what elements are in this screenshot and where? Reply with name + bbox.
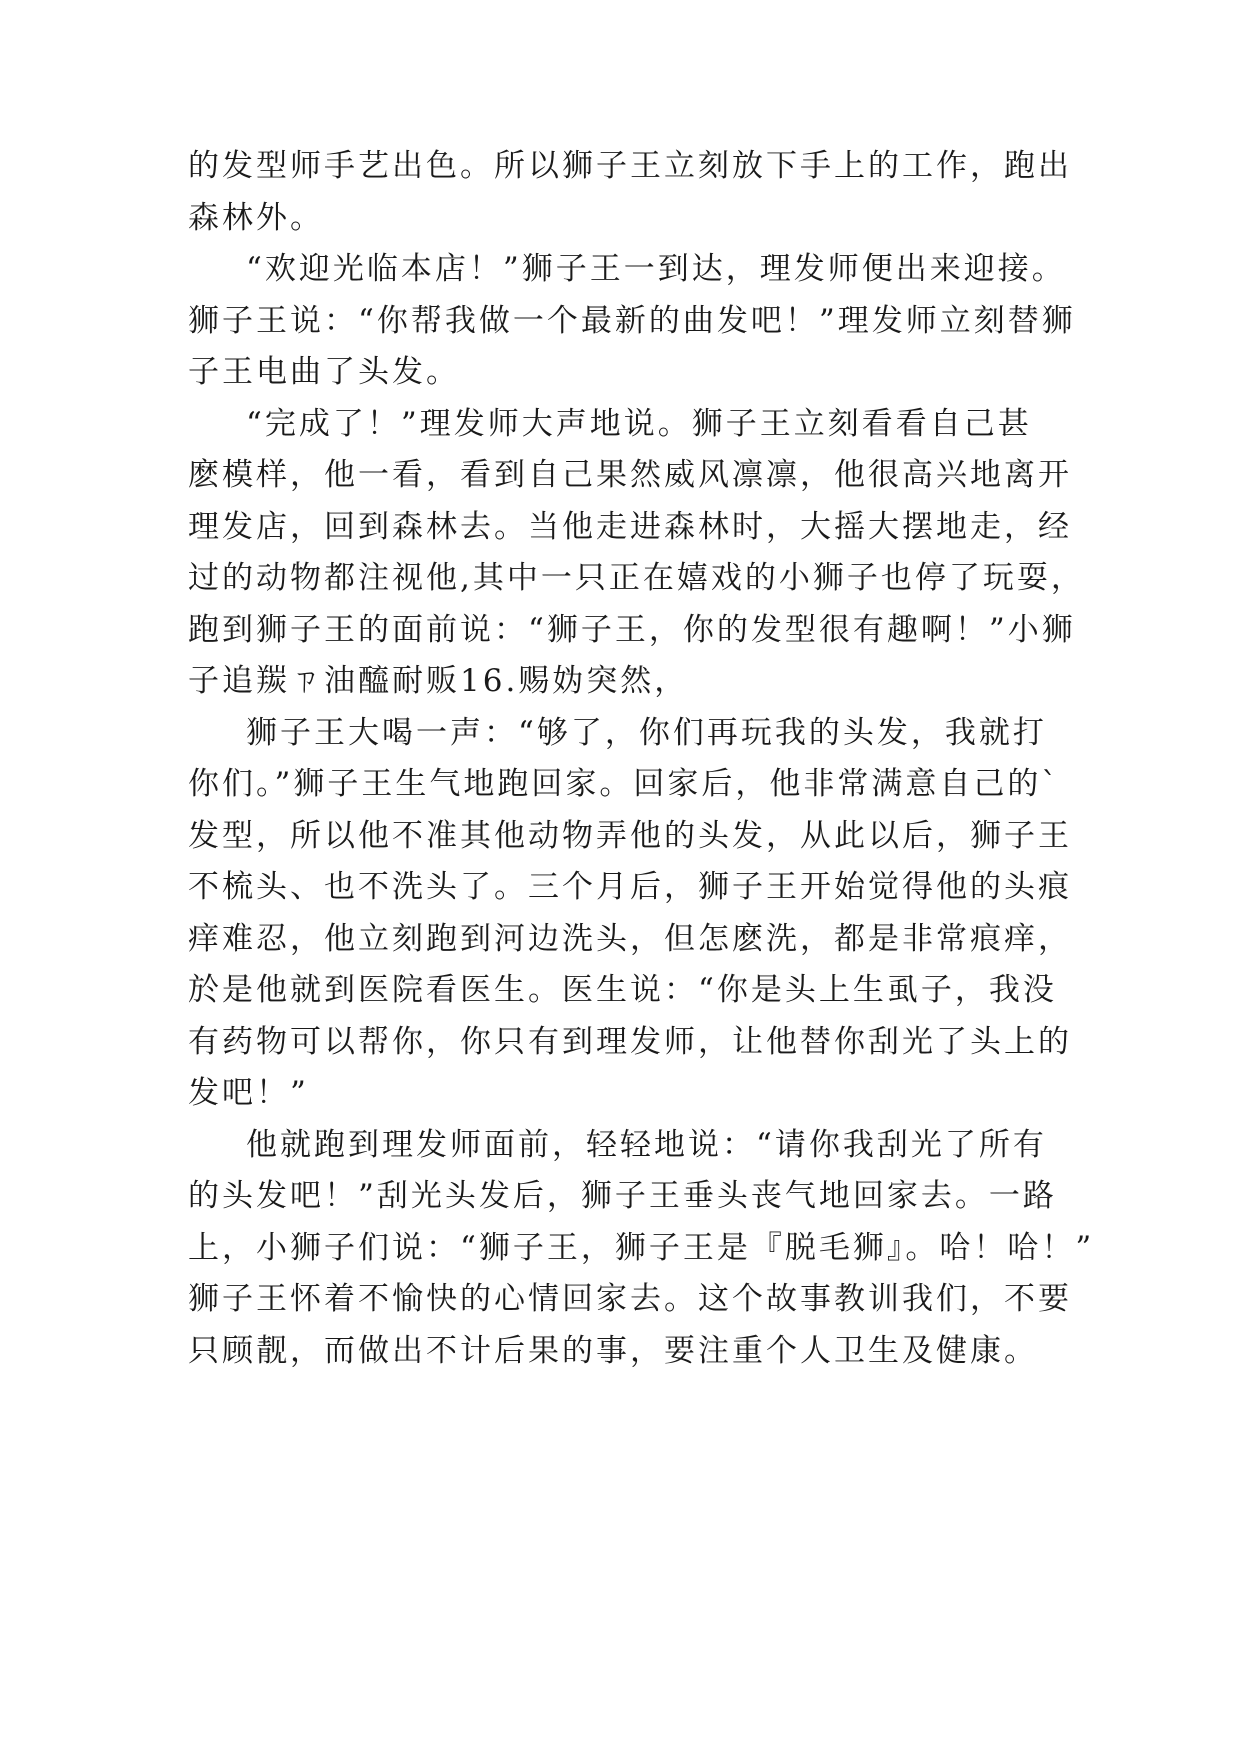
text-line: 只顾靓，而做出不计后果的事，要注重个人卫生及健康。 [188, 1333, 1038, 1369]
text-line: 狮子王怀着不愉快的心情回家去。这个故事教训我们，不要 [188, 1281, 1072, 1317]
text-line: 麽模样，他一看，看到自己果然威风凛凛，他很高兴地离开 [188, 457, 1072, 493]
paragraph-start-line: 他就跑到理发师面前，轻轻地说：“请你我刮光了所有 [246, 1127, 1047, 1163]
text-line: 的头发吧！”刮光头发后，狮子王垂头丧气地回家去。一路 [188, 1178, 1057, 1214]
text-line: 森林外。 [188, 200, 324, 236]
text-line: 理发店，回到森林去。当他走进森林时，大摇大摆地走，经 [188, 509, 1072, 545]
paragraph-start-line: “欢迎光临本店！”狮子王一到达，理发师便出来迎接。 [246, 251, 1066, 287]
text-line: 痒难忍，他立刻跑到河边洗头，但怎麽洗，都是非常痕痒， [188, 921, 1072, 957]
text-line: 子追羰ㄗ油醯耐贩16.赐妫突然， [188, 663, 689, 699]
text-line: 於是他就到医院看医生。医生说：“你是头上生虱子，我没 [188, 972, 1057, 1008]
text-line: 你们。”狮子王生气地跑回家。回家后，他非常满意自己的` [188, 766, 1060, 802]
text-line: 上，小狮子们说：“狮子王，狮子王是『脱毛狮』。哈！哈！” [188, 1230, 1095, 1266]
text-line: 发型，所以他不准其他动物弄他的头发，从此以后，狮子王 [188, 818, 1072, 854]
text-line: 的发型师手艺出色。所以狮子王立刻放下手上的工作，跑出 [188, 148, 1072, 184]
text-line: 发吧！” [188, 1075, 309, 1111]
paragraph-start-line: 狮子王大喝一声：“够了，你们再玩我的头发，我就打 [246, 715, 1047, 751]
text-line: 过的动物都注视他,其中一只正在嬉戏的小狮子也停了玩耍， [188, 560, 1085, 596]
text-line: 有药物可以帮你，你只有到理发师，让他替你刮光了头上的 [188, 1024, 1072, 1060]
text-line: 不梳头、也不洗头了。三个月后，狮子王开始觉得他的头痕 [188, 869, 1072, 905]
paragraph-start-line: “完成了！”理发师大声地说。狮子王立刻看看自己甚 [246, 406, 1032, 442]
text-line: 跑到狮子王的面前说：“狮子王，你的发型很有趣啊！”小狮 [188, 612, 1076, 648]
text-line: 狮子王说：“你帮我做一个最新的曲发吧！”理发师立刻替狮 [188, 303, 1076, 339]
text-line: 子王电曲了头发。 [188, 354, 460, 390]
